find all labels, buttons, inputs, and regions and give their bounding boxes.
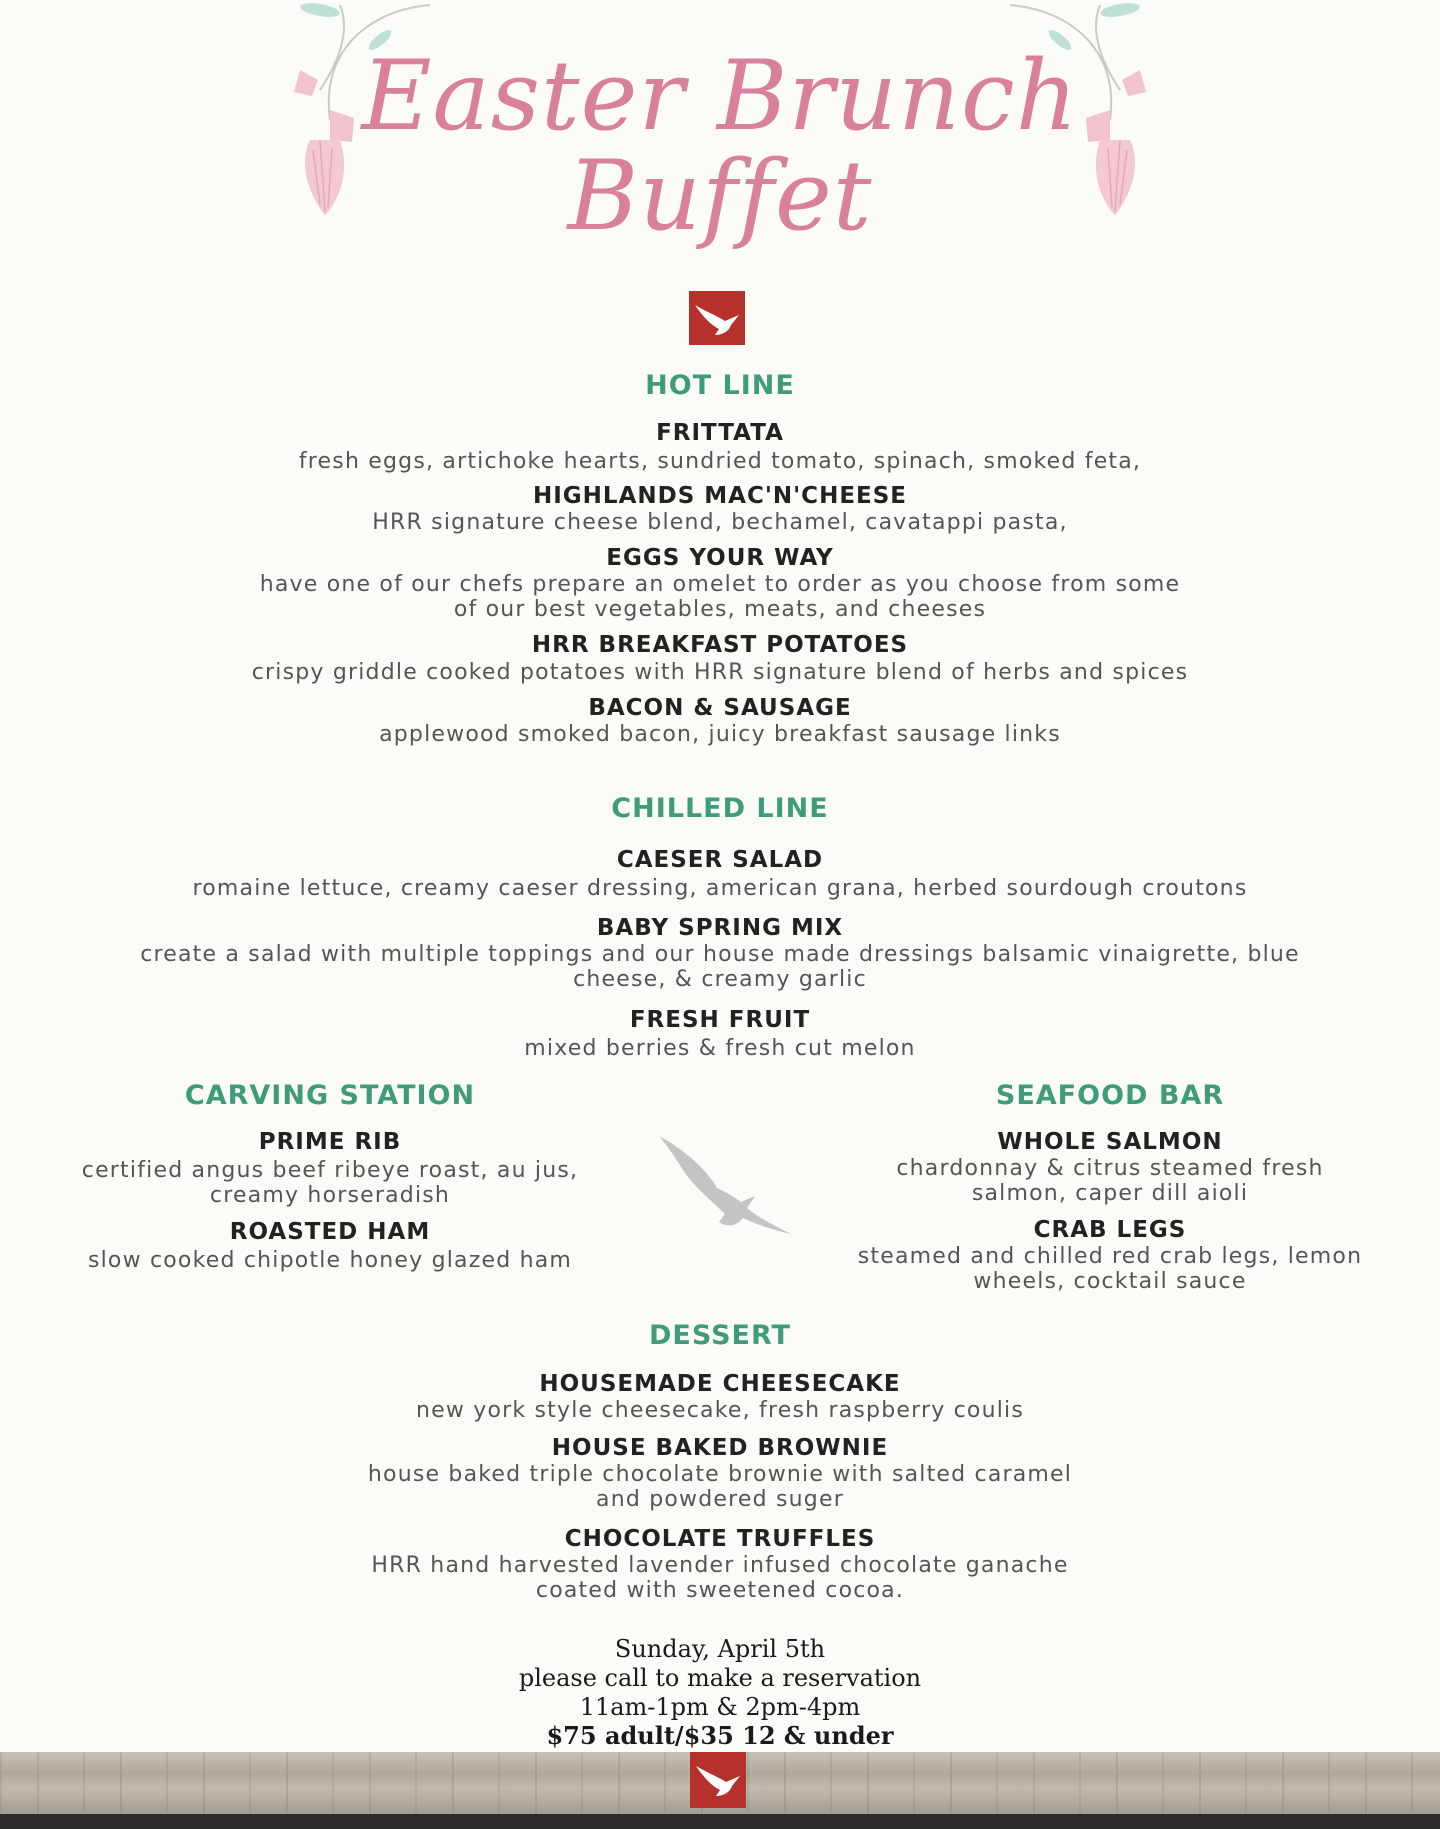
- menu-item-name: EGGS YOUR WAY: [606, 545, 834, 571]
- menu-item-desc: mixed berries & fresh cut melon: [524, 1036, 916, 1061]
- dessert-heading: DESSERT: [649, 1320, 791, 1351]
- menu-item-name: WHOLE SALMON: [997, 1129, 1223, 1155]
- event-price: $75 adult/$35 12 & under: [546, 1721, 894, 1750]
- menu-item-desc: have one of our chefs prepare an omelet to order as you choose from some of our best vegetables, meats, and cheeses: [259, 572, 1181, 622]
- bird-logo-icon: [690, 1752, 746, 1808]
- menu-item-desc: HRR hand harvested lavender infused chocolate ganache coated with sweetened cocoa.: [371, 1553, 1069, 1603]
- bottom-bar: [0, 1814, 1440, 1829]
- menu-item-desc: applewood smoked bacon, juicy breakfast sausage links: [379, 722, 1061, 747]
- menu-item-name: BACON & SAUSAGE: [588, 695, 852, 721]
- hawk-silhouette-icon: [655, 1130, 795, 1240]
- menu-item-name: ROASTED HAM: [229, 1219, 431, 1245]
- menu-item-desc: create a salad with multiple toppings and our house made dressings balsamic vinaigrette, blue cheese, & creamy garlic: [140, 942, 1300, 992]
- menu-item-desc: new york style cheesecake, fresh raspberry coulis: [415, 1398, 1025, 1423]
- menu-item-desc: slow cooked chipotle honey glazed ham: [87, 1248, 573, 1273]
- menu-item-name: FRESH FRUIT: [629, 1007, 811, 1033]
- menu-item-desc: romaine lettuce, creamy caeser dressing, american grana, herbed sourdough croutons: [192, 876, 1248, 901]
- hot-line-heading: HOT LINE: [645, 370, 795, 401]
- event-date: Sunday, April 5th: [614, 1635, 826, 1663]
- menu-item-name: PRIME RIB: [258, 1129, 402, 1155]
- menu-item-name: HOUSE BAKED BROWNIE: [551, 1435, 889, 1461]
- event-hours: 11am-1pm & 2pm-4pm: [579, 1693, 861, 1721]
- menu-item-name: CAESER SALAD: [616, 847, 824, 873]
- reservation-note: please call to make a reservation: [518, 1664, 922, 1692]
- menu-item-name: CHOCOLATE TRUFFLES: [564, 1526, 876, 1552]
- menu-item-desc: fresh eggs, artichoke hearts, sundried tomato, spinach, smoked feta,: [298, 449, 1142, 474]
- menu-item-name: BABY SPRING MIX: [596, 915, 844, 941]
- menu-item-desc: house baked triple chocolate brownie with salted caramel and powdered suger: [367, 1462, 1073, 1512]
- menu-item-desc: chardonnay & citrus steamed fresh salmon, caper dill aioli: [896, 1156, 1324, 1206]
- seafood-bar-heading: SEAFOOD BAR: [995, 1080, 1225, 1111]
- menu-item-desc: steamed and chilled red crab legs, lemon wheels, cocktail sauce: [857, 1244, 1363, 1294]
- title-line-2: Buffet: [567, 140, 873, 252]
- title-line-1: Easter Brunch: [361, 40, 1079, 152]
- menu-item-name: HIGHLANDS MAC'N'CHEESE: [532, 483, 908, 509]
- menu-item-desc: crispy griddle cooked potatoes with HRR signature blend of herbs and spices: [251, 660, 1189, 685]
- menu-item-name: HOUSEMADE CHEESECAKE: [539, 1371, 901, 1397]
- chilled-line-heading: CHILLED LINE: [611, 793, 829, 824]
- menu-item-name: FRITTATA: [656, 420, 784, 446]
- menu-item-name: HRR BREAKFAST POTATOES: [531, 632, 909, 658]
- menu-item-desc: certified angus beef ribeye roast, au jus, creamy horseradish: [81, 1158, 579, 1208]
- bird-logo-icon: [689, 291, 745, 345]
- carving-station-heading: CARVING STATION: [184, 1080, 476, 1111]
- menu-item-name: CRAB LEGS: [1033, 1217, 1187, 1243]
- menu-item-desc: HRR signature cheese blend, bechamel, cavatappi pasta,: [372, 510, 1068, 535]
